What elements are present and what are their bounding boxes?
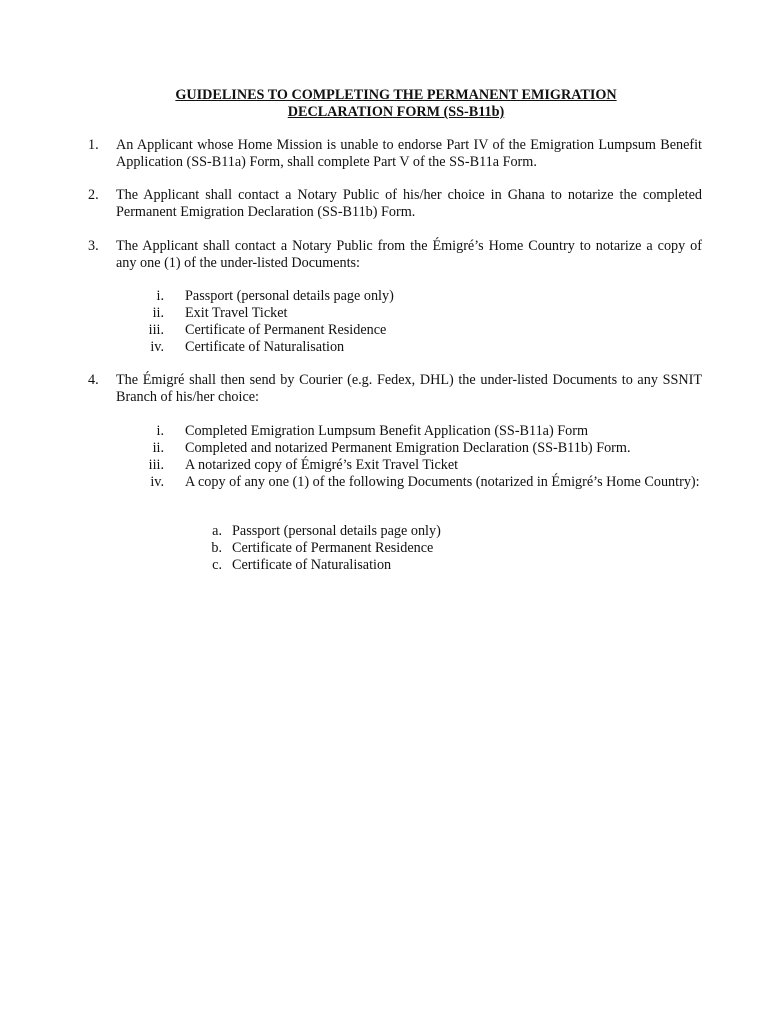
- item-text: The Émigré shall then send by Courier (e.g. Fedex, DHL) the under-listed Documents to any SSNIT Branch of his/her choice:: [116, 372, 702, 405]
- sub-item-text: Completed and notarized Permanent Emigration Declaration (SS-B11b) Form.: [185, 440, 631, 456]
- list-item: [88, 137, 702, 171]
- sub-sub-list-item: [206, 523, 506, 540]
- sub-list: [140, 288, 702, 356]
- title-line-1: GUIDELINES TO COMPLETING THE PERMANENT EMIGRATION: [175, 87, 617, 103]
- sub-item-number: i.: [156, 423, 164, 439]
- sub-sub-item-text: Passport (personal details page only): [232, 523, 441, 539]
- sub-item-text: Exit Travel Ticket: [185, 305, 288, 321]
- item-number: 3.: [88, 238, 99, 254]
- sub-list-item: [140, 288, 702, 305]
- item-number: 4.: [88, 372, 99, 388]
- sub-item-text: A notarized copy of Émigré’s Exit Travel Ticket: [185, 457, 459, 473]
- item-number: 1.: [88, 137, 99, 153]
- sub-sub-item-text: Certificate of Permanent Residence: [232, 540, 434, 556]
- sub-item-number: ii.: [152, 305, 164, 321]
- sub-item-number: iv.: [150, 339, 164, 355]
- sub-list-item: [140, 457, 702, 474]
- sub-sub-item-letter: b.: [211, 540, 222, 556]
- sub-list-item: [140, 474, 702, 508]
- sub-list-item: [140, 305, 702, 322]
- sub-list-item: [140, 339, 702, 356]
- sub-item-text: Certificate of Permanent Residence: [185, 322, 387, 338]
- list-item: [88, 238, 702, 272]
- sub-sub-item-letter: a.: [212, 523, 222, 539]
- item-number: 2.: [88, 187, 99, 203]
- sub-sub-item-letter: c.: [212, 557, 222, 573]
- list-item: [88, 187, 702, 221]
- list-item: [88, 372, 702, 406]
- sub-sub-list-item: [206, 557, 506, 574]
- page-title: [90, 87, 702, 121]
- sub-sub-list: [206, 523, 506, 574]
- sub-list-item: [140, 423, 702, 440]
- sub-list-item: [140, 440, 702, 457]
- item-text: The Applicant shall contact a Notary Public from the Émigré’s Home Country to notarize a copy of any one (1) of the under-listed Documents:: [116, 238, 702, 271]
- sub-item-number: ii.: [152, 440, 164, 456]
- title-line-2: DECLARATION FORM (SS-B11b): [287, 104, 505, 120]
- sub-sub-item-text: Certificate of Naturalisation: [232, 557, 392, 573]
- sub-item-number: iii.: [148, 457, 164, 473]
- sub-item-text: Passport (personal details page only): [185, 288, 394, 304]
- sub-list: [140, 423, 702, 508]
- sub-item-text: Completed Emigration Lumpsum Benefit Application (SS-B11a) Form: [185, 423, 588, 439]
- sub-item-number: iii.: [148, 322, 164, 338]
- item-text: The Applicant shall contact a Notary Public of his/her choice in Ghana to notarize the completed Permanent Emigration Declaration (SS-B11b) Form.: [116, 187, 702, 220]
- sub-item-text: A copy of any one (1) of the following Documents (notarized in Émigré’s Home Country):: [185, 474, 700, 490]
- sub-item-number: iv.: [150, 474, 164, 490]
- sub-list-item: [140, 322, 702, 339]
- sub-item-text: Certificate of Naturalisation: [185, 339, 345, 355]
- sub-sub-list-item: [206, 540, 506, 557]
- sub-item-number: i.: [156, 288, 164, 304]
- item-text: An Applicant whose Home Mission is unable to endorse Part IV of the Emigration Lumpsum Benefit Application (SS-B11a) Form, shall complete Part V of the SS-B11a Form.: [116, 137, 702, 170]
